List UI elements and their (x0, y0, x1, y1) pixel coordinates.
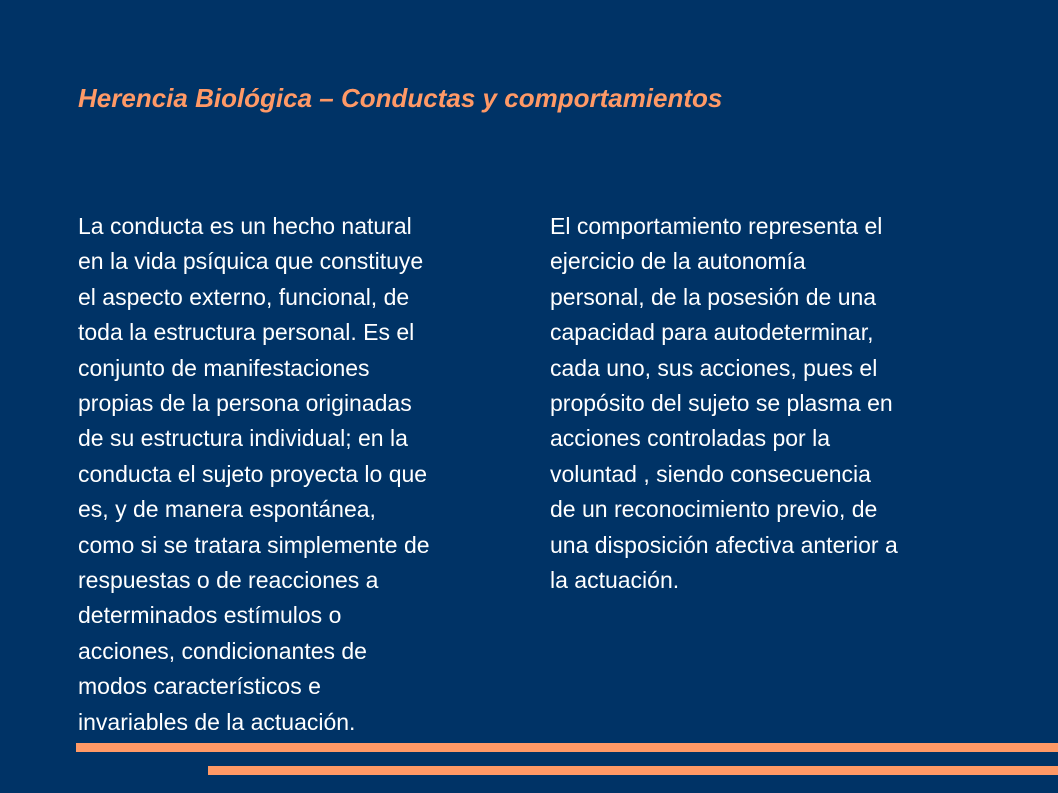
left-column-text: La conducta es un hecho natural en la vida psíquica que constituye el aspecto externo, funcional, de toda la estructura personal. Es el conjunto de manifestaciones propias de la persona originadas de su estructura individual; en la conducta el sujeto proyecta lo que es, y de manera espontánea, como si se tratara simplemente de respuestas o de reacciones a determinados estímulos o acciones, condicionantes de modos característicos e invariables de la actuación. (78, 213, 430, 735)
slide-title: Herencia Biológica – Conductas y comportamientos (78, 83, 723, 113)
decorative-bar-bottom (208, 766, 1058, 775)
right-column-text: El comportamiento representa el ejercicio de la autonomía personal, de la posesión de una capacidad para autodeterminar, cada uno, sus acciones, pues el propósito del sujeto se plasma en acciones controladas por la voluntad , siendo consecuencia de un reconocimiento previo, de una disposición afectiva anterior a la actuación. (550, 213, 898, 594)
decorative-bar-top (76, 743, 1058, 752)
